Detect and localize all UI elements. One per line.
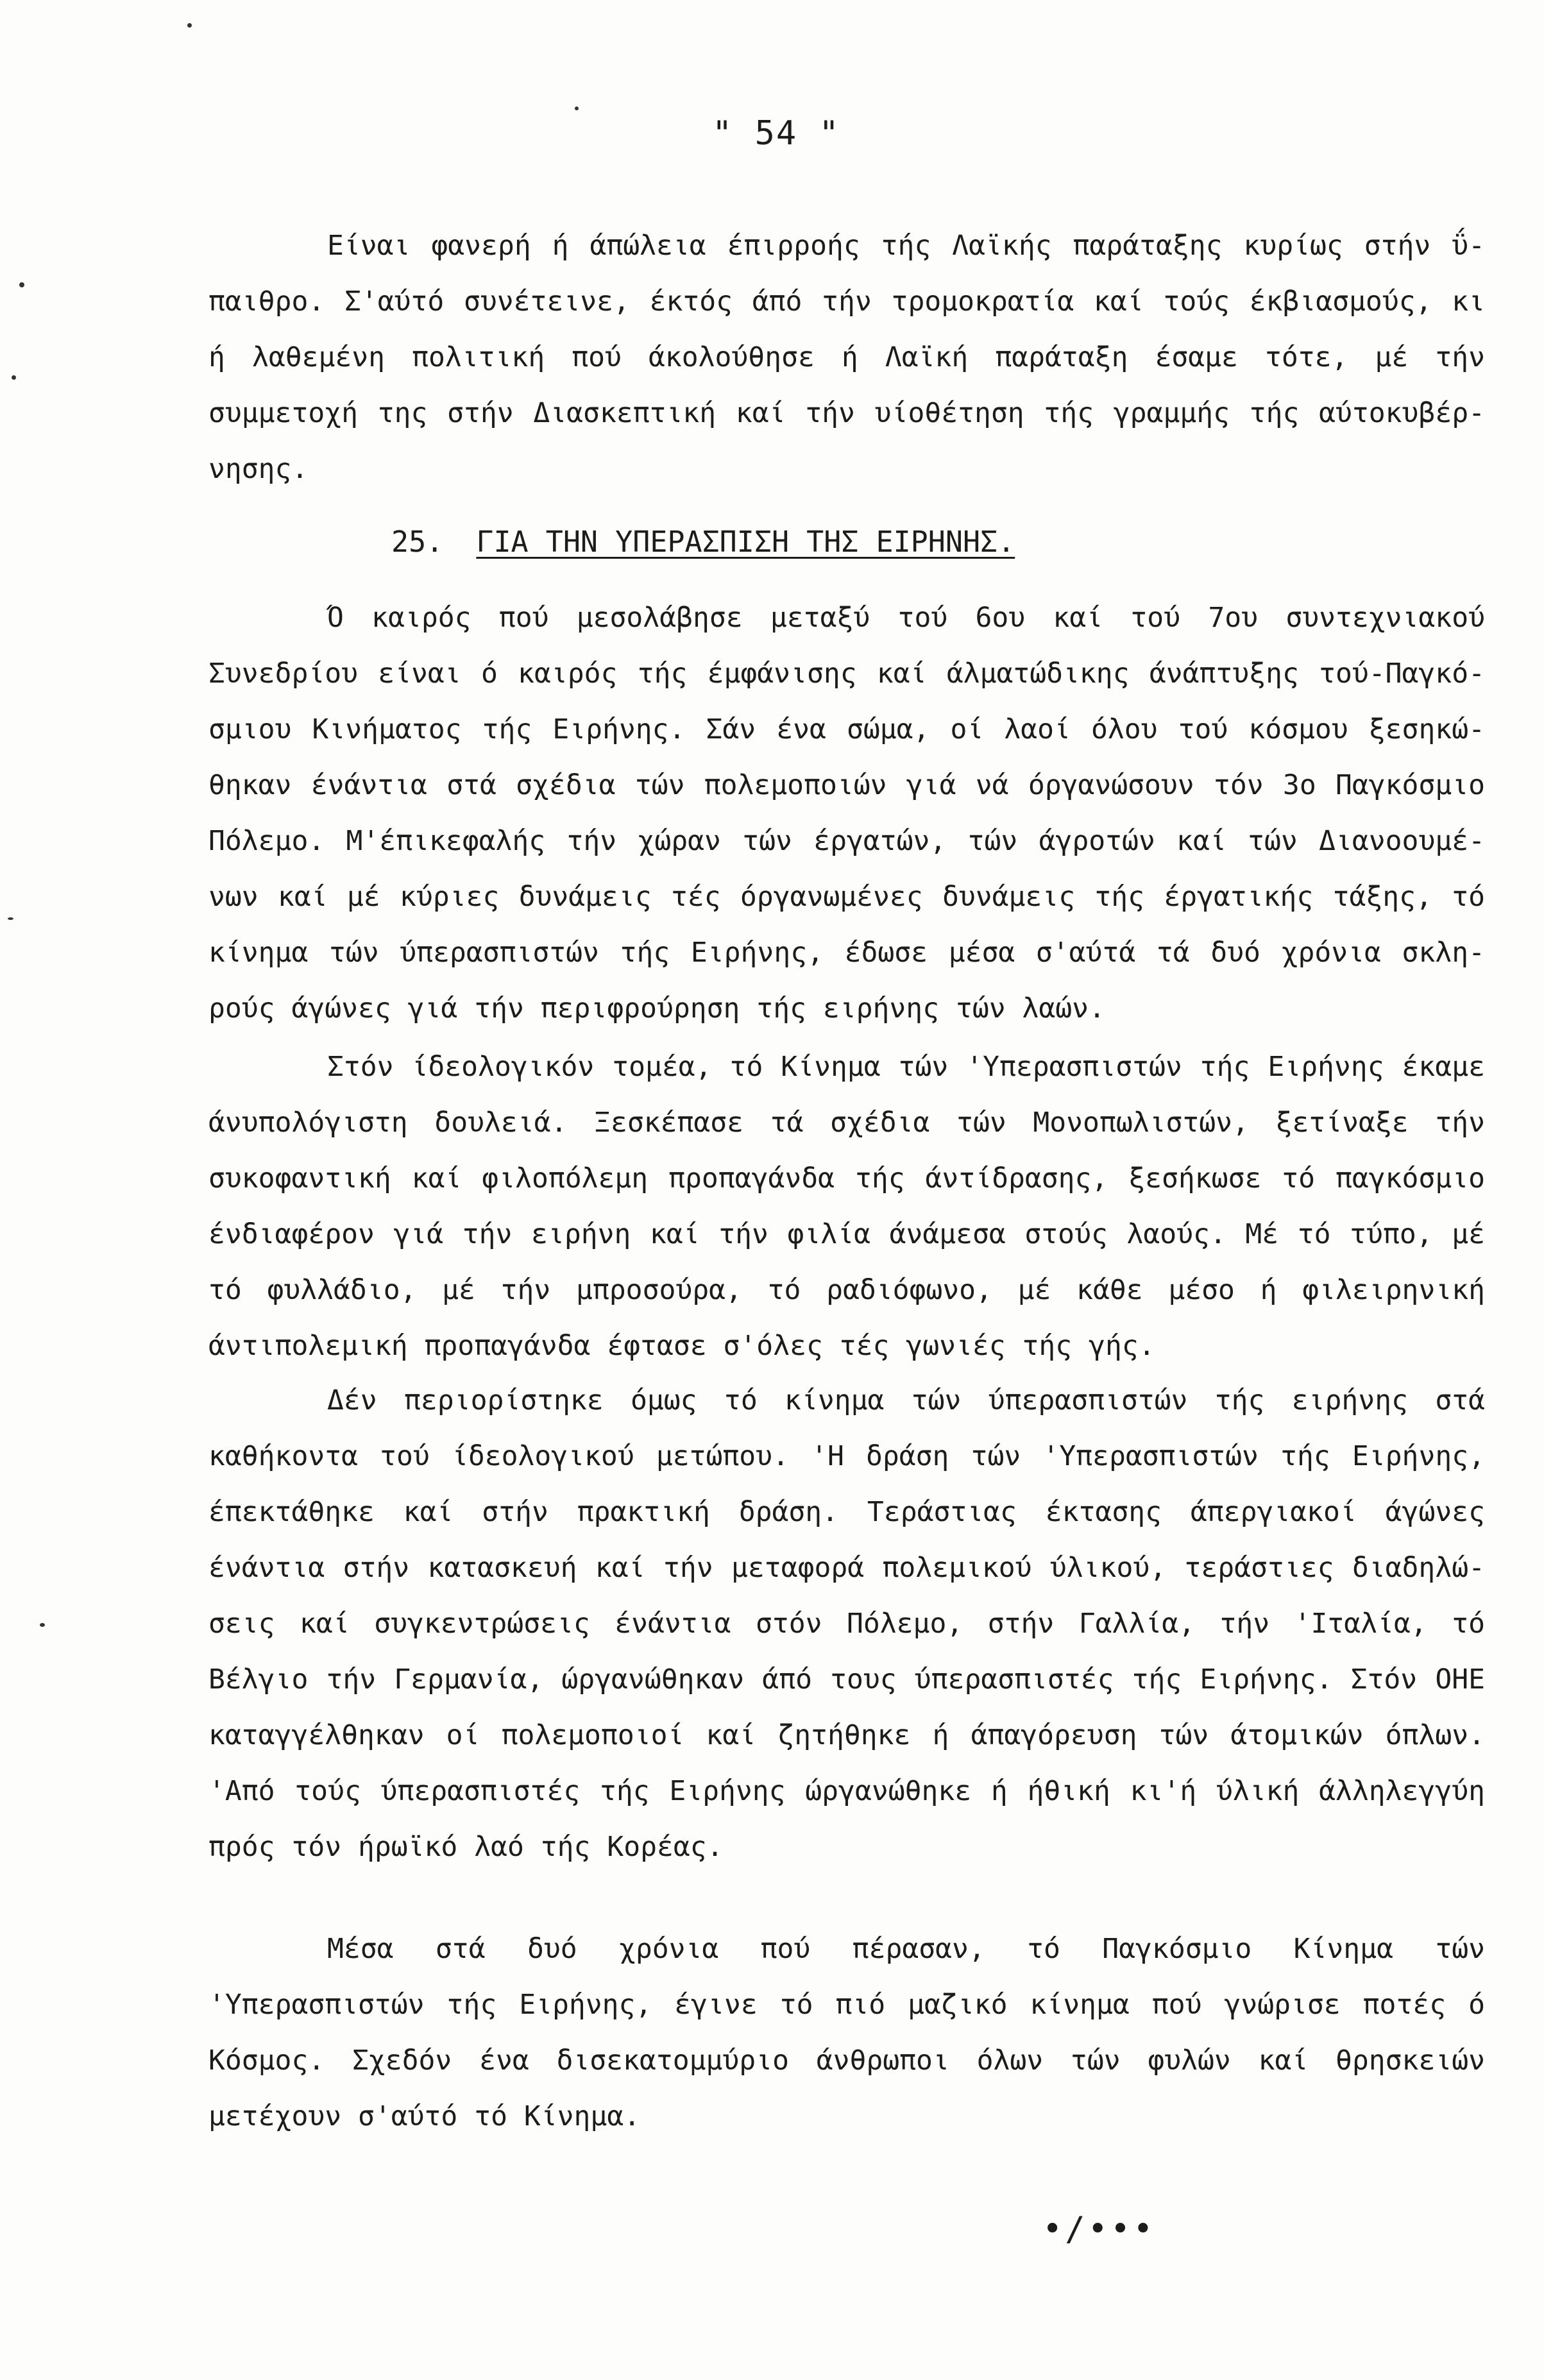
paragraph-3 [208,1039,1485,1374]
paragraph-4 [208,1373,1485,1875]
margin-speck [40,1623,45,1627]
section-heading [391,523,1015,561]
paragraph-text: Δέν περιορίστηκε όμως τό κίνημα τών ύπερασπιστών τής ειρήνης στά καθήκοντα τού ίδεολογικού μετώπου. 'Η δράση τών 'Υπερασπιστών τής Ειρήνης, έπεκτάθηκε καί στήν πρακτική δράση. Τεράστιας έκτασης άπεργιακοί άγώνες ένάντια στήν κατασκευή καί τήν μεταφορά πολεμικού ύλικού, τεράστιες διαδηλώ-σεις καί συγκεντρώσεις ένάντια στόν Πόλεμο, στήν Γαλλία, τήν 'Ιταλία, τό Βέλγιο τήν Γερμανία, ώργανώθηκαν άπό τους ύπερασπιστές τής Ειρήνης. Στόν ΟΗΕ καταγγέλθηκαν οί πολεμοποιοί καί ζητήθηκε ή άπαγόρευση τών άτομικών όπλων. 'Από τούς ύπερασπιστές τής Ειρήνης ώργανώθηκε ή ήθική κι'ή ύλική άλληλεγγύη πρός τόν ήρωϊκό λαό τής Κορέας. [208,1384,1485,1863]
paragraph-text: Ό καιρός πού μεσολάβησε μεταξύ τού 6ου καί τού 7ου συντεχνιακού Συνεδρίου είναι ό καιρός τής έμφάνισης καί άλματώδικης άνάπτυξης τού-Παγκό-σμιου Κινήματος τής Ειρήνης. Σάν ένα σώμα, οί λαοί όλου τού κόσμου ξεσηκώ-θηκαν ένάντια στά σχέδια τών πολεμοποιών γιά νά όργανώσουν τόν 3ο Παγκόσμιο Πόλεμο. Μ'έπικεφαλής τήν χώραν τών έργατών, τών άγροτών καί τών Διανοουμέ-νων καί μέ κύριες δυνάμεις τές όργανωμένες δυνάμεις τής έργατικής τάξης, τό κίνημα τών ύπερασπιστών τής Ειρήνης, έδωσε μέσα σ'αύτά τά δυό χρόνια σκλη-ρούς άγώνες γιά τήν περιφρούρηση τής ειρήνης τών λαών. [208,602,1485,1024]
paragraph-text: Μέσα στά δυό χρόνια πού πέρασαν, τό Παγκόσμιο Κίνημα τών 'Υπερασπιστών τής Ειρήνης, έγινε τό πιό μαζικό κίνημα πού γνώρισε ποτές ό Κόσμος. Σχεδόν ένα δισεκατομμύριο άνθρωποι όλων τών φυλών καί θρησκειών μετέχουν σ'αύτό τό Κίνημα. [208,1933,1485,2132]
paragraph-2 [208,590,1485,1037]
paragraph-text: Στόν ίδεολογικόν τομέα, τό Κίνημα τών 'Υπερασπιστών τής Ειρήνης έκαμε άνυπολόγιστη δουλειά. Ξεσκέπασε τά σχέδια τών Μονοπωλιστών, ξετίναξε τήν συκοφαντική καί φιλοπόλεμη προπαγάνδα τής άντίδρασης, ξεσήκωσε τό παγκόσμιο ένδιαφέρον γιά τήν ειρήνη καί τήν φιλία άνάμεσα στούς λαούς. Μέ τό τύπο, μέ τό φυλλάδιο, μέ τήν μπροσούρα, τό ραδιόφωνο, μέ κάθε μέσο ή φιλειρηνική άντιπολεμική προπαγάνδα έφτασε σ'όλες τές γωνιές τής γής. [208,1051,1485,1362]
margin-speck [19,282,24,287]
section-title: ΓΙΑ ΤΗΝ ΥΠΕΡΑΣΠΙΣΗ ΤΗΣ ΕΙΡΗΝΗΣ. [476,525,1015,559]
section-number: 25. [391,525,444,559]
page-number: " 54 " [712,114,840,153]
paragraph-5 [208,1921,1485,2145]
paragraph-text: Είναι φανερή ή άπώλεια έπιρροής τής Λαϊκής παράταξης κυρίως στήν ΰ-παιθρο. Σ'αύτό συνέτεινε, έκτός άπό τήν τρομοκρατία καί τούς έκβιασμούς, κι ή λαθεμένη πολιτική πού άκολούθησε ή Λαϊκή παράταξη έσαμε τότε, μέ τήν συμμετοχή της στήν Διασκεπτική καί τήν υίοθέτηση τής γραμμής τής αύτοκυβέρ-νησης. [208,230,1485,485]
paragraph-1 [208,218,1485,497]
continuation-mark: •/••• [1042,2210,1156,2248]
margin-speck [575,106,579,110]
margin-speck [12,375,16,380]
margin-speck [187,23,192,28]
margin-speck [8,917,13,920]
